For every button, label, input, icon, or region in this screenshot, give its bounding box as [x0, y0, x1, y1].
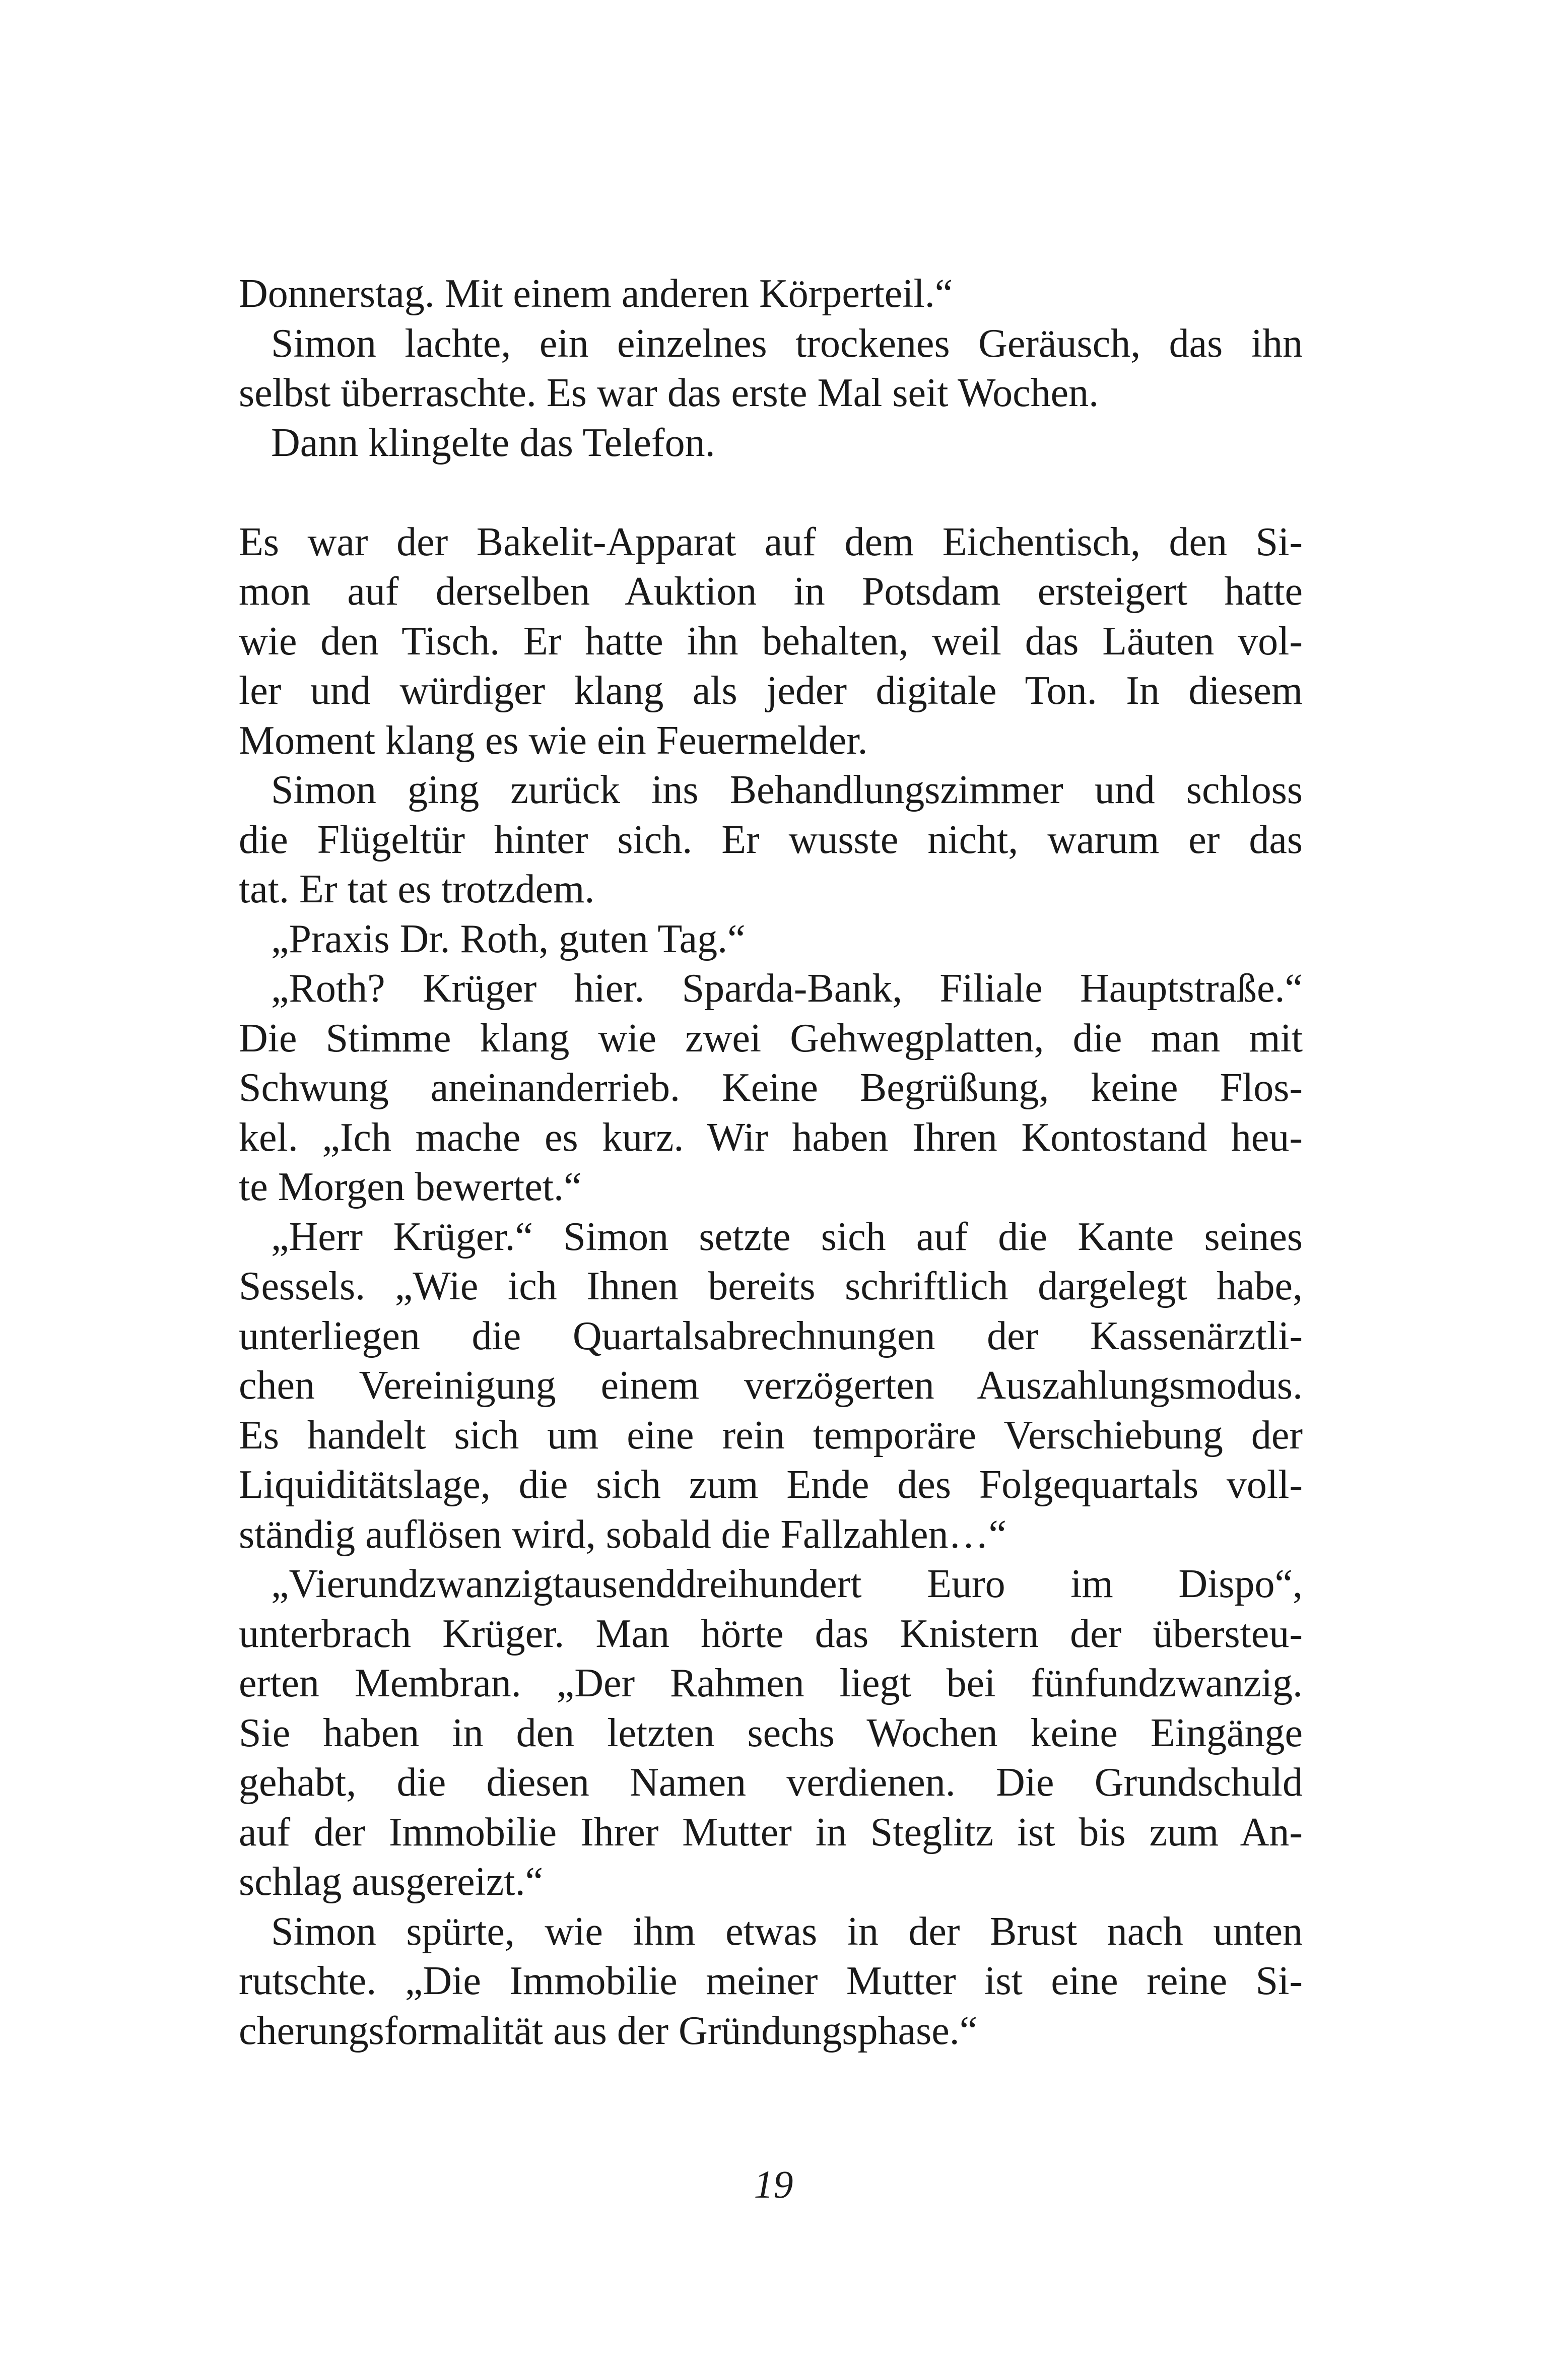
text-line: Donnerstag. Mit einem anderen Körperteil.“	[239, 272, 953, 316]
paragraph	[239, 964, 1303, 1212]
text-line: Dann klingelte das Telefon.	[271, 420, 715, 465]
text-line: schlag ausgereizt.“	[239, 1860, 544, 1904]
paragraph	[239, 914, 1303, 964]
text-line: mon auf derselben Auktion in Potsdam ersteigert hatte	[239, 569, 1303, 614]
text-line: Simon spürte, wie ihm etwas in der Brust nach unten	[271, 1909, 1303, 1954]
text-line: selbst überraschte. Es war das erste Mal seit Wochen.	[239, 371, 1099, 415]
text-line: unterbrach Krüger. Man hörte das Knistern der übersteu-	[239, 1611, 1303, 1656]
text-line: auf der Immobilie Ihrer Mutter in Steglitz ist bis zum An-	[239, 1810, 1303, 1855]
text-line: Sie haben in den letzten sechs Wochen keine Eingänge	[239, 1710, 1303, 1755]
paragraph	[239, 1907, 1303, 2056]
text-line: Simon lachte, ein einzelnes trockenes Geräusch, das ihn	[271, 321, 1303, 366]
text-line: „Herr Krüger.“ Simon setzte sich auf die Kante seines	[271, 1214, 1303, 1259]
text-line: cherungsformalität aus der Gründungsphase.“	[239, 2008, 978, 2053]
text-line: ständig auflösen wird, sobald die Fallzahlen…“	[239, 1512, 1007, 1557]
text-line: die Flügeltür hinter sich. Er wusste nicht, warum er das	[239, 817, 1303, 862]
paragraph	[239, 517, 1303, 766]
text-line: „Roth? Krüger hier. Sparda-Bank, Filiale Hauptstraße.“	[271, 966, 1303, 1011]
text-line: te Morgen bewertet.“	[239, 1165, 582, 1209]
paragraph	[239, 319, 1303, 418]
text-line: „Vierundzwanzigtausenddreihundert Euro im Dispo“,	[271, 1562, 1303, 1606]
text-line: Simon ging zurück ins Behandlungszimmer und schloss	[271, 768, 1303, 812]
paragraph	[239, 1212, 1303, 1560]
paragraph	[239, 1559, 1303, 1907]
text-line: Es handelt sich um eine rein temporäre Verschiebung der	[239, 1413, 1303, 1458]
text-line: unterliegen die Quartalsabrechnungen der Kassenärztli-	[239, 1313, 1303, 1358]
text-line: Sessels. „Wie ich Ihnen bereits schriftlich dargelegt habe,	[239, 1264, 1303, 1308]
text-line: wie den Tisch. Er hatte ihn behalten, weil das Läuten vol-	[239, 619, 1303, 664]
text-line: Moment klang es wie ein Feuermelder.	[239, 718, 868, 763]
text-line: kel. „Ich mache es kurz. Wir haben Ihren Kontostand heu-	[239, 1115, 1303, 1160]
body-text	[239, 269, 1303, 2056]
text-line: ler und würdiger klang als jeder digitale Ton. In diesem	[239, 669, 1303, 713]
text-line: rutschte. „Die Immobilie meiner Mutter ist eine reine Si-	[239, 1959, 1303, 2003]
paragraph	[239, 418, 1303, 468]
section-break	[239, 468, 1303, 517]
paragraph	[239, 765, 1303, 914]
paragraph	[239, 269, 1303, 319]
text-line: Die Stimme klang wie zwei Gehwegplatten, die man mit	[239, 1016, 1303, 1061]
text-line: erten Membran. „Der Rahmen liegt bei fünfundzwanzig.	[239, 1661, 1303, 1705]
text-line: Es war der Bakelit-Apparat auf dem Eichentisch, den Si-	[239, 519, 1303, 564]
text-line: tat. Er tat es trotzdem.	[239, 867, 595, 911]
text-line: Schwung aneinanderrieb. Keine Begrüßung, keine Flos-	[239, 1066, 1303, 1110]
text-line: „Praxis Dr. Roth, guten Tag.“	[271, 916, 746, 961]
text-line: chen Vereinigung einem verzögerten Auszahlungsmodus.	[239, 1363, 1303, 1408]
page-number: 19	[754, 2162, 793, 2206]
text-line: Liquiditätslage, die sich zum Ende des Folgequartals voll-	[239, 1463, 1303, 1507]
text-line: gehabt, die diesen Namen verdienen. Die Grundschuld	[239, 1760, 1303, 1805]
